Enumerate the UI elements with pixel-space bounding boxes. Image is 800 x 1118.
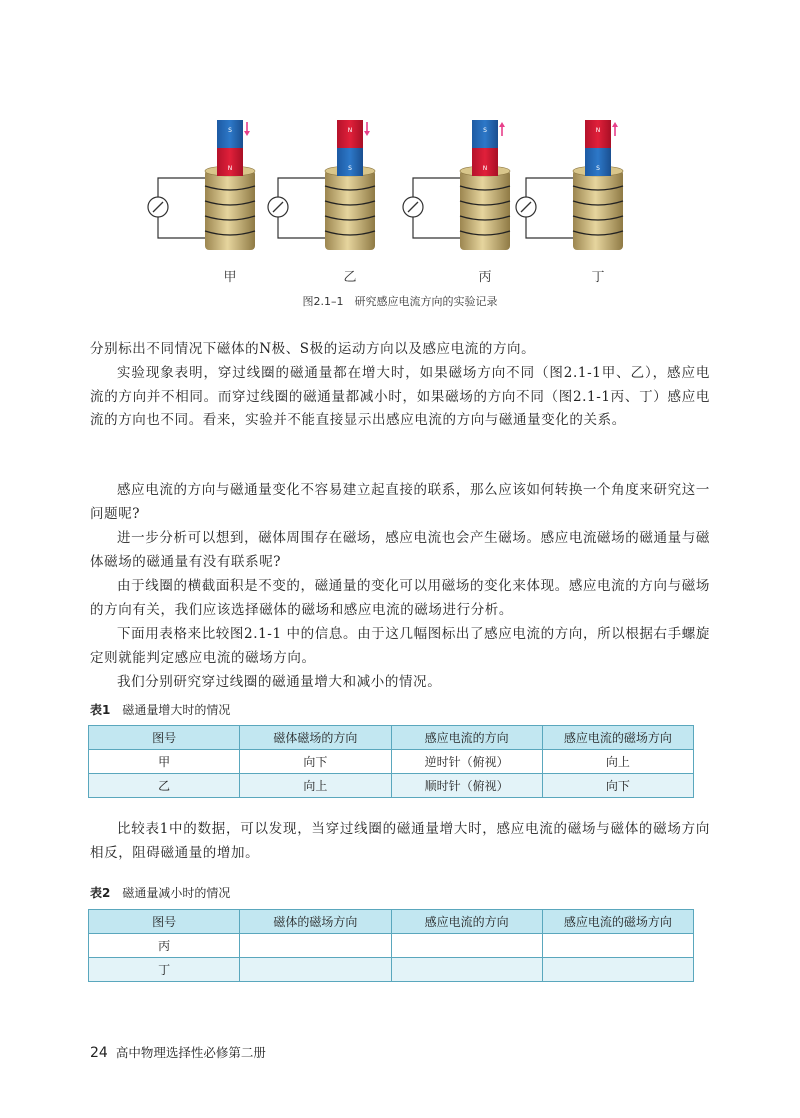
table2-caption: 磁通量减小时的情况 xyxy=(122,886,231,900)
table-header-row xyxy=(89,910,694,934)
table2-cell: 丁 xyxy=(89,958,240,982)
circuit-wire xyxy=(526,178,573,197)
paragraph-1: 分别标出不同情况下磁体的N极、S极的运动方向以及感应电流的方向。 xyxy=(90,341,536,357)
magnet-top-pole xyxy=(472,120,498,148)
table1-cell: 顺时针（俯视） xyxy=(391,774,542,798)
table2-label: 表2 xyxy=(90,886,111,900)
paragraph-6: 下面用表格来比较图2.1-1 中的信息。由于这几幅图标出了感应电流的方向，所以根据右手螺旋定则就能判定感应电流的磁场方向。 xyxy=(90,626,710,666)
motion-arrowhead xyxy=(499,122,505,127)
pole-letter-bottom: S xyxy=(596,165,600,172)
table-row xyxy=(89,958,694,982)
table2-cell xyxy=(240,934,391,958)
page-footer xyxy=(90,1043,266,1061)
coil xyxy=(205,170,255,250)
table1-title xyxy=(90,701,230,718)
table1-header-cell: 感应电流的磁场方向 xyxy=(542,726,693,750)
panel-label-ding: 丁 xyxy=(591,270,605,285)
book-title: 高中物理选择性必修第二册 xyxy=(115,1045,266,1060)
circuit-wire xyxy=(413,178,460,197)
table-row xyxy=(89,774,694,798)
paragraph-3: 感应电流的方向与磁通量变化不容易建立起直接的联系，那么应该如何转换一个角度来研究这一问题呢? xyxy=(90,482,710,522)
pole-letter-top: S xyxy=(228,127,232,134)
table2-title xyxy=(90,884,230,901)
table1-header-cell: 感应电流的方向 xyxy=(391,726,542,750)
circuit-wire xyxy=(413,217,460,238)
table2-cell: 丙 xyxy=(89,934,240,958)
table2-cell xyxy=(391,934,542,958)
pole-letter-bottom: S xyxy=(348,165,352,172)
table-header-row xyxy=(89,726,694,750)
table1-cell: 向下 xyxy=(240,750,391,774)
panel-label-yi: 乙 xyxy=(343,270,357,285)
table1-caption: 磁通量增大时的情况 xyxy=(122,703,231,717)
coil xyxy=(325,170,375,250)
table2 xyxy=(88,909,694,982)
motion-arrowhead xyxy=(612,122,618,127)
table2-cell xyxy=(240,958,391,982)
paragraph-4: 进一步分析可以想到，磁体周围存在磁场，感应电流也会产生磁场。感应电流磁场的磁通量与磁体磁场的磁通量有没有联系呢? xyxy=(90,530,710,570)
pole-letter-bottom: N xyxy=(482,165,488,172)
table2-cell xyxy=(542,934,693,958)
circuit-wire xyxy=(526,217,573,238)
circuit-wire xyxy=(158,178,205,197)
magnet-top-pole xyxy=(585,120,611,148)
panel-label-bing: 丙 xyxy=(478,270,492,285)
experiment-panel xyxy=(268,120,375,250)
motion-arrowhead xyxy=(244,131,250,136)
table1-cell: 向上 xyxy=(240,774,391,798)
circuit-wire xyxy=(278,217,325,238)
table2-header-cell: 图号 xyxy=(89,910,240,934)
coil xyxy=(573,170,623,250)
pole-letter-top: S xyxy=(483,127,487,134)
table1-cell: 逆时针（俯视） xyxy=(391,750,542,774)
pole-letter-bottom: N xyxy=(227,165,233,172)
table2-header-cell: 感应电流的磁场方向 xyxy=(542,910,693,934)
experiment-panel xyxy=(403,120,510,250)
experiment-panel xyxy=(148,120,255,250)
table2-cell xyxy=(542,958,693,982)
table2-cell xyxy=(391,958,542,982)
pole-letter-top: N xyxy=(347,127,353,134)
figure-caption: 图2.1–1 研究感应电流方向的实验记录 xyxy=(302,295,498,308)
table1-cell: 向上 xyxy=(542,750,693,774)
table1-header-cell: 图号 xyxy=(89,726,240,750)
page-number: 24 xyxy=(90,1045,108,1061)
experiment-panel xyxy=(516,120,623,250)
paragraph-after-table1: 比较表1中的数据，可以发现，当穿过线圈的磁通量增大时，感应电流的磁场与磁体的磁场方向相反，阻碍磁通量的增加。 xyxy=(90,821,710,861)
table1-cell: 甲 xyxy=(89,750,240,774)
table1-header-cell: 磁体磁场的方向 xyxy=(240,726,391,750)
table1-label: 表1 xyxy=(90,703,111,717)
circuit-wire xyxy=(158,217,205,238)
magnet-top-pole xyxy=(217,120,243,148)
paragraph-7: 我们分别研究穿过线圈的磁通量增大和减小的情况。 xyxy=(117,674,442,690)
pole-letter-top: N xyxy=(595,127,601,134)
paragraph-2: 实验现象表明，穿过线圈的磁通量都在增大时，如果磁场方向不同（图2.1-1甲、乙），感应电流的方向并不相同。而穿过线圈的磁通量都减小时，如果磁场的方向不同（图2.1-1丙、丁）感应电流的方向也不同。看来，实验并不能直接显示出感应电流的方向与磁通量变化的关系。 xyxy=(90,365,710,428)
magnet-top-pole xyxy=(337,120,363,148)
table-row xyxy=(89,750,694,774)
table2-header-cell: 感应电流的方向 xyxy=(391,910,542,934)
table1-cell: 乙 xyxy=(89,774,240,798)
table1 xyxy=(88,725,694,798)
motion-arrowhead xyxy=(364,131,370,136)
paragraph-5: 由于线圈的横截面积是不变的，磁通量的变化可以用磁场的变化来体现。感应电流的方向与磁场的方向有关，我们应该选择磁体的磁场和感应电流的磁场进行分析。 xyxy=(90,578,710,618)
table-row xyxy=(89,934,694,958)
panel-label-jia: 甲 xyxy=(223,270,237,285)
table1-cell: 向下 xyxy=(542,774,693,798)
table2-header-cell: 磁体的磁场方向 xyxy=(240,910,391,934)
coil xyxy=(460,170,510,250)
circuit-wire xyxy=(278,178,325,197)
